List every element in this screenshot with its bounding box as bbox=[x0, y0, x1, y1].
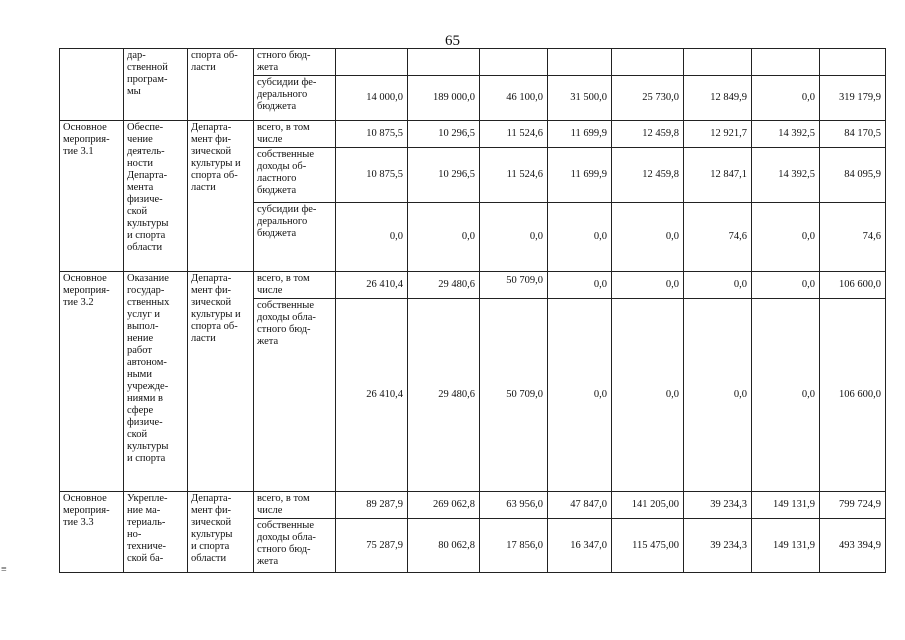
value-cell: 74,6 bbox=[684, 203, 752, 272]
value-cell bbox=[408, 49, 480, 76]
table-row bbox=[60, 49, 886, 76]
value-cell: 11 699,9 bbox=[548, 148, 612, 203]
text-cell: Департа- мент фи- зической культуры и спорта об- ласти bbox=[188, 121, 254, 272]
value-cell: 0,0 bbox=[548, 299, 612, 492]
margin-mark: ≡ bbox=[1, 564, 7, 575]
value-cell: 14 392,5 bbox=[752, 148, 820, 203]
text-cell: Основное мероприя- тие 3.2 bbox=[60, 272, 124, 492]
value-cell: 31 500,0 bbox=[548, 76, 612, 121]
text-cell: всего, в том числе bbox=[254, 121, 336, 148]
value-cell: 0,0 bbox=[548, 203, 612, 272]
value-cell: 50 709,0 bbox=[480, 272, 548, 299]
text-cell: собственные доходы обла- стного бюд- жета bbox=[254, 299, 336, 492]
value-cell: 46 100,0 bbox=[480, 76, 548, 121]
value-cell: 0,0 bbox=[752, 76, 820, 121]
value-cell bbox=[612, 49, 684, 76]
value-cell: 26 410,4 bbox=[336, 299, 408, 492]
value-cell: 319 179,9 bbox=[820, 76, 886, 121]
text-cell: Департа- мент фи- зической культуры и спорта области bbox=[188, 492, 254, 573]
value-cell: 0,0 bbox=[612, 272, 684, 299]
value-cell: 189 000,0 bbox=[408, 76, 480, 121]
value-cell: 25 730,0 bbox=[612, 76, 684, 121]
value-cell: 10 296,5 bbox=[408, 121, 480, 148]
value-cell bbox=[336, 49, 408, 76]
text-cell: субсидии фе- дерального бюджета bbox=[254, 203, 336, 272]
value-cell: 74,6 bbox=[820, 203, 886, 272]
value-cell: 0,0 bbox=[684, 272, 752, 299]
value-cell: 10 875,5 bbox=[336, 121, 408, 148]
value-cell: 11 524,6 bbox=[480, 148, 548, 203]
value-cell: 16 347,0 bbox=[548, 519, 612, 573]
value-cell: 0,0 bbox=[752, 299, 820, 492]
value-cell bbox=[752, 49, 820, 76]
text-cell: спорта об- ласти bbox=[188, 49, 254, 121]
value-cell: 14 392,5 bbox=[752, 121, 820, 148]
value-cell: 149 131,9 bbox=[752, 492, 820, 519]
value-cell: 0,0 bbox=[684, 299, 752, 492]
value-cell: 0,0 bbox=[612, 299, 684, 492]
page-number: 65 bbox=[445, 33, 460, 49]
table-row bbox=[60, 121, 886, 148]
value-cell: 106 600,0 bbox=[820, 272, 886, 299]
text-cell: Департа- мент фи- зической культуры и спорта об- ласти bbox=[188, 272, 254, 492]
text-cell: всего, в том числе bbox=[254, 272, 336, 299]
value-cell: 0,0 bbox=[336, 203, 408, 272]
table-row bbox=[60, 492, 886, 519]
value-cell: 14 000,0 bbox=[336, 76, 408, 121]
value-cell: 0,0 bbox=[752, 203, 820, 272]
value-cell: 29 480,6 bbox=[408, 299, 480, 492]
text-cell: собственные доходы об- ластного бюджета bbox=[254, 148, 336, 203]
value-cell bbox=[820, 49, 886, 76]
text-cell: собственные доходы обла- стного бюд- жета bbox=[254, 519, 336, 573]
budget-table bbox=[59, 48, 886, 573]
value-cell: 115 475,00 bbox=[612, 519, 684, 573]
value-cell: 10 296,5 bbox=[408, 148, 480, 203]
text-cell: стного бюд- жета bbox=[254, 49, 336, 76]
text-cell: субсидии фе- дерального бюджета bbox=[254, 76, 336, 121]
value-cell: 12 921,7 bbox=[684, 121, 752, 148]
value-cell: 0,0 bbox=[752, 272, 820, 299]
value-cell: 47 847,0 bbox=[548, 492, 612, 519]
table-row bbox=[60, 272, 886, 299]
value-cell bbox=[548, 49, 612, 76]
value-cell: 12 849,9 bbox=[684, 76, 752, 121]
value-cell: 39 234,3 bbox=[684, 519, 752, 573]
value-cell: 17 856,0 bbox=[480, 519, 548, 573]
value-cell: 0,0 bbox=[612, 203, 684, 272]
value-cell: 84 095,9 bbox=[820, 148, 886, 203]
value-cell: 0,0 bbox=[548, 272, 612, 299]
value-cell: 39 234,3 bbox=[684, 492, 752, 519]
text-cell: Обеспе- чение деятель- ности Дeпарта- мента физиче- ской культуры и спорта области bbox=[124, 121, 188, 272]
text-cell: всего, в том числе bbox=[254, 492, 336, 519]
value-cell: 12 847,1 bbox=[684, 148, 752, 203]
value-cell: 12 459,8 bbox=[612, 148, 684, 203]
value-cell: 12 459,8 bbox=[612, 121, 684, 148]
value-cell: 75 287,9 bbox=[336, 519, 408, 573]
value-cell: 106 600,0 bbox=[820, 299, 886, 492]
text-cell: Укрепле- ние ма- териаль- но- техниче- ской ба- bbox=[124, 492, 188, 573]
value-cell: 10 875,5 bbox=[336, 148, 408, 203]
value-cell: 11 699,9 bbox=[548, 121, 612, 148]
value-cell: 0,0 bbox=[480, 203, 548, 272]
value-cell: 29 480,6 bbox=[408, 272, 480, 299]
value-cell: 84 170,5 bbox=[820, 121, 886, 148]
text-cell bbox=[60, 49, 124, 121]
value-cell: 50 709,0 bbox=[480, 299, 548, 492]
text-cell: Основное мероприя- тие 3.1 bbox=[60, 121, 124, 272]
value-cell: 63 956,0 bbox=[480, 492, 548, 519]
value-cell: 89 287,9 bbox=[336, 492, 408, 519]
value-cell bbox=[684, 49, 752, 76]
value-cell: 80 062,8 bbox=[408, 519, 480, 573]
value-cell: 0,0 bbox=[408, 203, 480, 272]
value-cell: 799 724,9 bbox=[820, 492, 886, 519]
value-cell: 493 394,9 bbox=[820, 519, 886, 573]
value-cell: 11 524,6 bbox=[480, 121, 548, 148]
text-cell: дар- ственной програм- мы bbox=[124, 49, 188, 121]
text-cell: Основное мероприя- тие 3.3 bbox=[60, 492, 124, 573]
value-cell: 149 131,9 bbox=[752, 519, 820, 573]
value-cell: 141 205,00 bbox=[612, 492, 684, 519]
value-cell bbox=[480, 49, 548, 76]
value-cell: 26 410,4 bbox=[336, 272, 408, 299]
text-cell: Оказание государ- ственных услуг и выпол- нение работ автоном- ными учрежде- ниями в сфере физиче- ской культуры и спорта bbox=[124, 272, 188, 492]
value-cell: 269 062,8 bbox=[408, 492, 480, 519]
